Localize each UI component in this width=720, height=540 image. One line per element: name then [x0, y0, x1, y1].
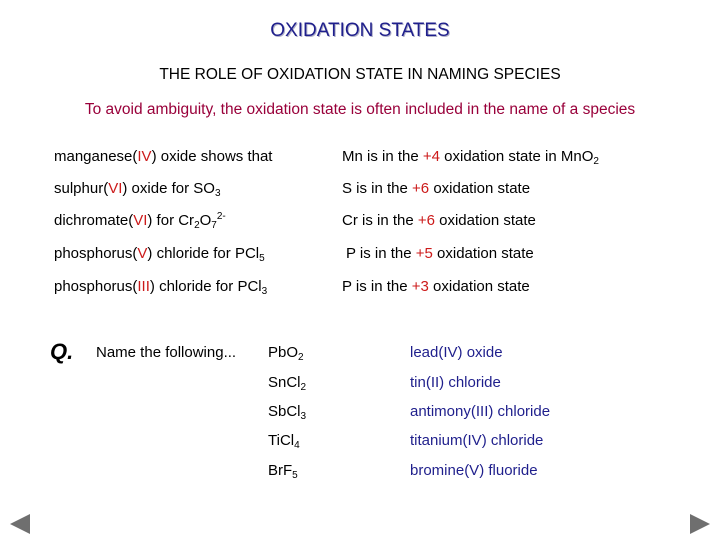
example-explanation-3: Cr is in the +6 oxidation state — [342, 212, 536, 229]
example-name-1: manganese(IV) oxide shows that — [54, 148, 273, 165]
question-formula-2: SnCl$_2$ — [268, 374, 307, 393]
question-answer-2: tin(II) chloride — [410, 374, 501, 391]
triangle-left-icon[interactable] — [10, 514, 30, 534]
question-formula-3: SbCl$_3$ — [268, 403, 307, 422]
example-explanation-4: P is in the +5 oxidation state — [346, 245, 534, 262]
example-explanation-5: P is in the +3 oxidation state — [342, 278, 530, 295]
triangle-right-icon[interactable] — [690, 514, 710, 534]
example-name-4: phosphorus(V) chloride for PCl$_5$ — [54, 245, 265, 264]
question-answer-1: lead(IV) oxide — [410, 344, 503, 361]
question-prompt: Name the following... — [96, 344, 237, 361]
question-formula-4: TiCl$_4$ — [268, 432, 300, 451]
example-name-2: sulphur(VI) oxide for $SO_3$ — [54, 180, 221, 199]
example-name-5: phosphorus(III) chloride for PCl$_3$ — [54, 278, 268, 297]
question-answer-5: bromine(V) fluoride — [410, 462, 538, 479]
intro-text: To avoid ambiguity, the oxidation state is often included in the name of a species — [84, 101, 636, 118]
question-formula-1: PbO$_2$ — [268, 344, 304, 363]
example-explanation-2: S is in the +6 oxidation state — [342, 180, 531, 197]
page-title: OXIDATION STATES — [270, 20, 450, 41]
question-label: Q. — [50, 339, 74, 364]
example-name-3: dichromate(VI) for $Cr_2O_7^{2-}$ — [54, 211, 226, 231]
subtitle: THE ROLE OF OXIDATION STATE IN NAMING SPECIES — [159, 66, 561, 83]
example-explanation-1: Mn is in the +4 oxidation state in MnO$_2$ — [342, 148, 599, 167]
question-answer-4: titanium(IV) chloride — [410, 432, 544, 449]
question-answer-3: antimony(III) chloride — [410, 403, 551, 420]
question-formula-5: BrF$_5$ — [268, 462, 298, 481]
